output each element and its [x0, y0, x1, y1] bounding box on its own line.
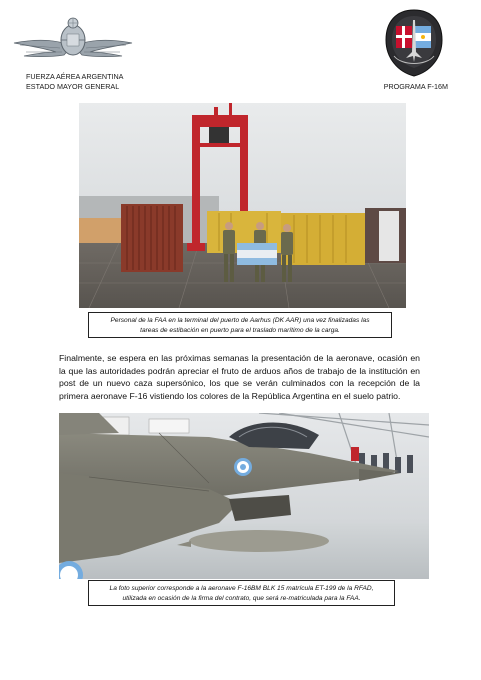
caption2-line-2: utilizada en ocasión de la firma del contrato, que será re-matriculada para la FAA.	[122, 594, 361, 602]
org-line-2: ESTADO MAYOR GENERAL	[26, 81, 120, 91]
organization-name	[26, 72, 123, 91]
caption1-line-2: tareas de estibación en puerto para el traslado marítimo de la carga.	[140, 326, 340, 334]
body-paragraph: Finalmente, se espera en las próximas semanas la presentación de la aeronave, ocasión en la que las autoridades podrán apreciar el fruto de arduos años de trabajo de la institución en post de un nuevo caza supersónico, los que se verán culminados con la recepción de la primera aeronave F-16 vistiendo los colores de la República Argentina en el suelo patrio.	[59, 353, 420, 401]
aircraft-photo-caption	[88, 580, 395, 606]
program-name: PROGRAMA F-16M	[383, 82, 448, 91]
port-photo-caption	[88, 312, 392, 338]
faa-winged-logo-icon	[10, 10, 136, 72]
org-line-1: FUERZA AÉREA ARGENTINA	[26, 72, 124, 81]
f16-aircraft-photo	[59, 413, 429, 579]
caption1-line-1: Personal de la FAA en la terminal del puerto de Aarhus (DK AAR) una vez finalizadas las	[110, 317, 370, 324]
caption2-line-1: La foto superior corresponde a la aeronave F-16BM BLK 15 matrícula ET-199 de la RFAD,	[109, 585, 374, 592]
f16-program-patch-icon	[382, 8, 446, 78]
port-terminal-photo	[79, 103, 406, 308]
